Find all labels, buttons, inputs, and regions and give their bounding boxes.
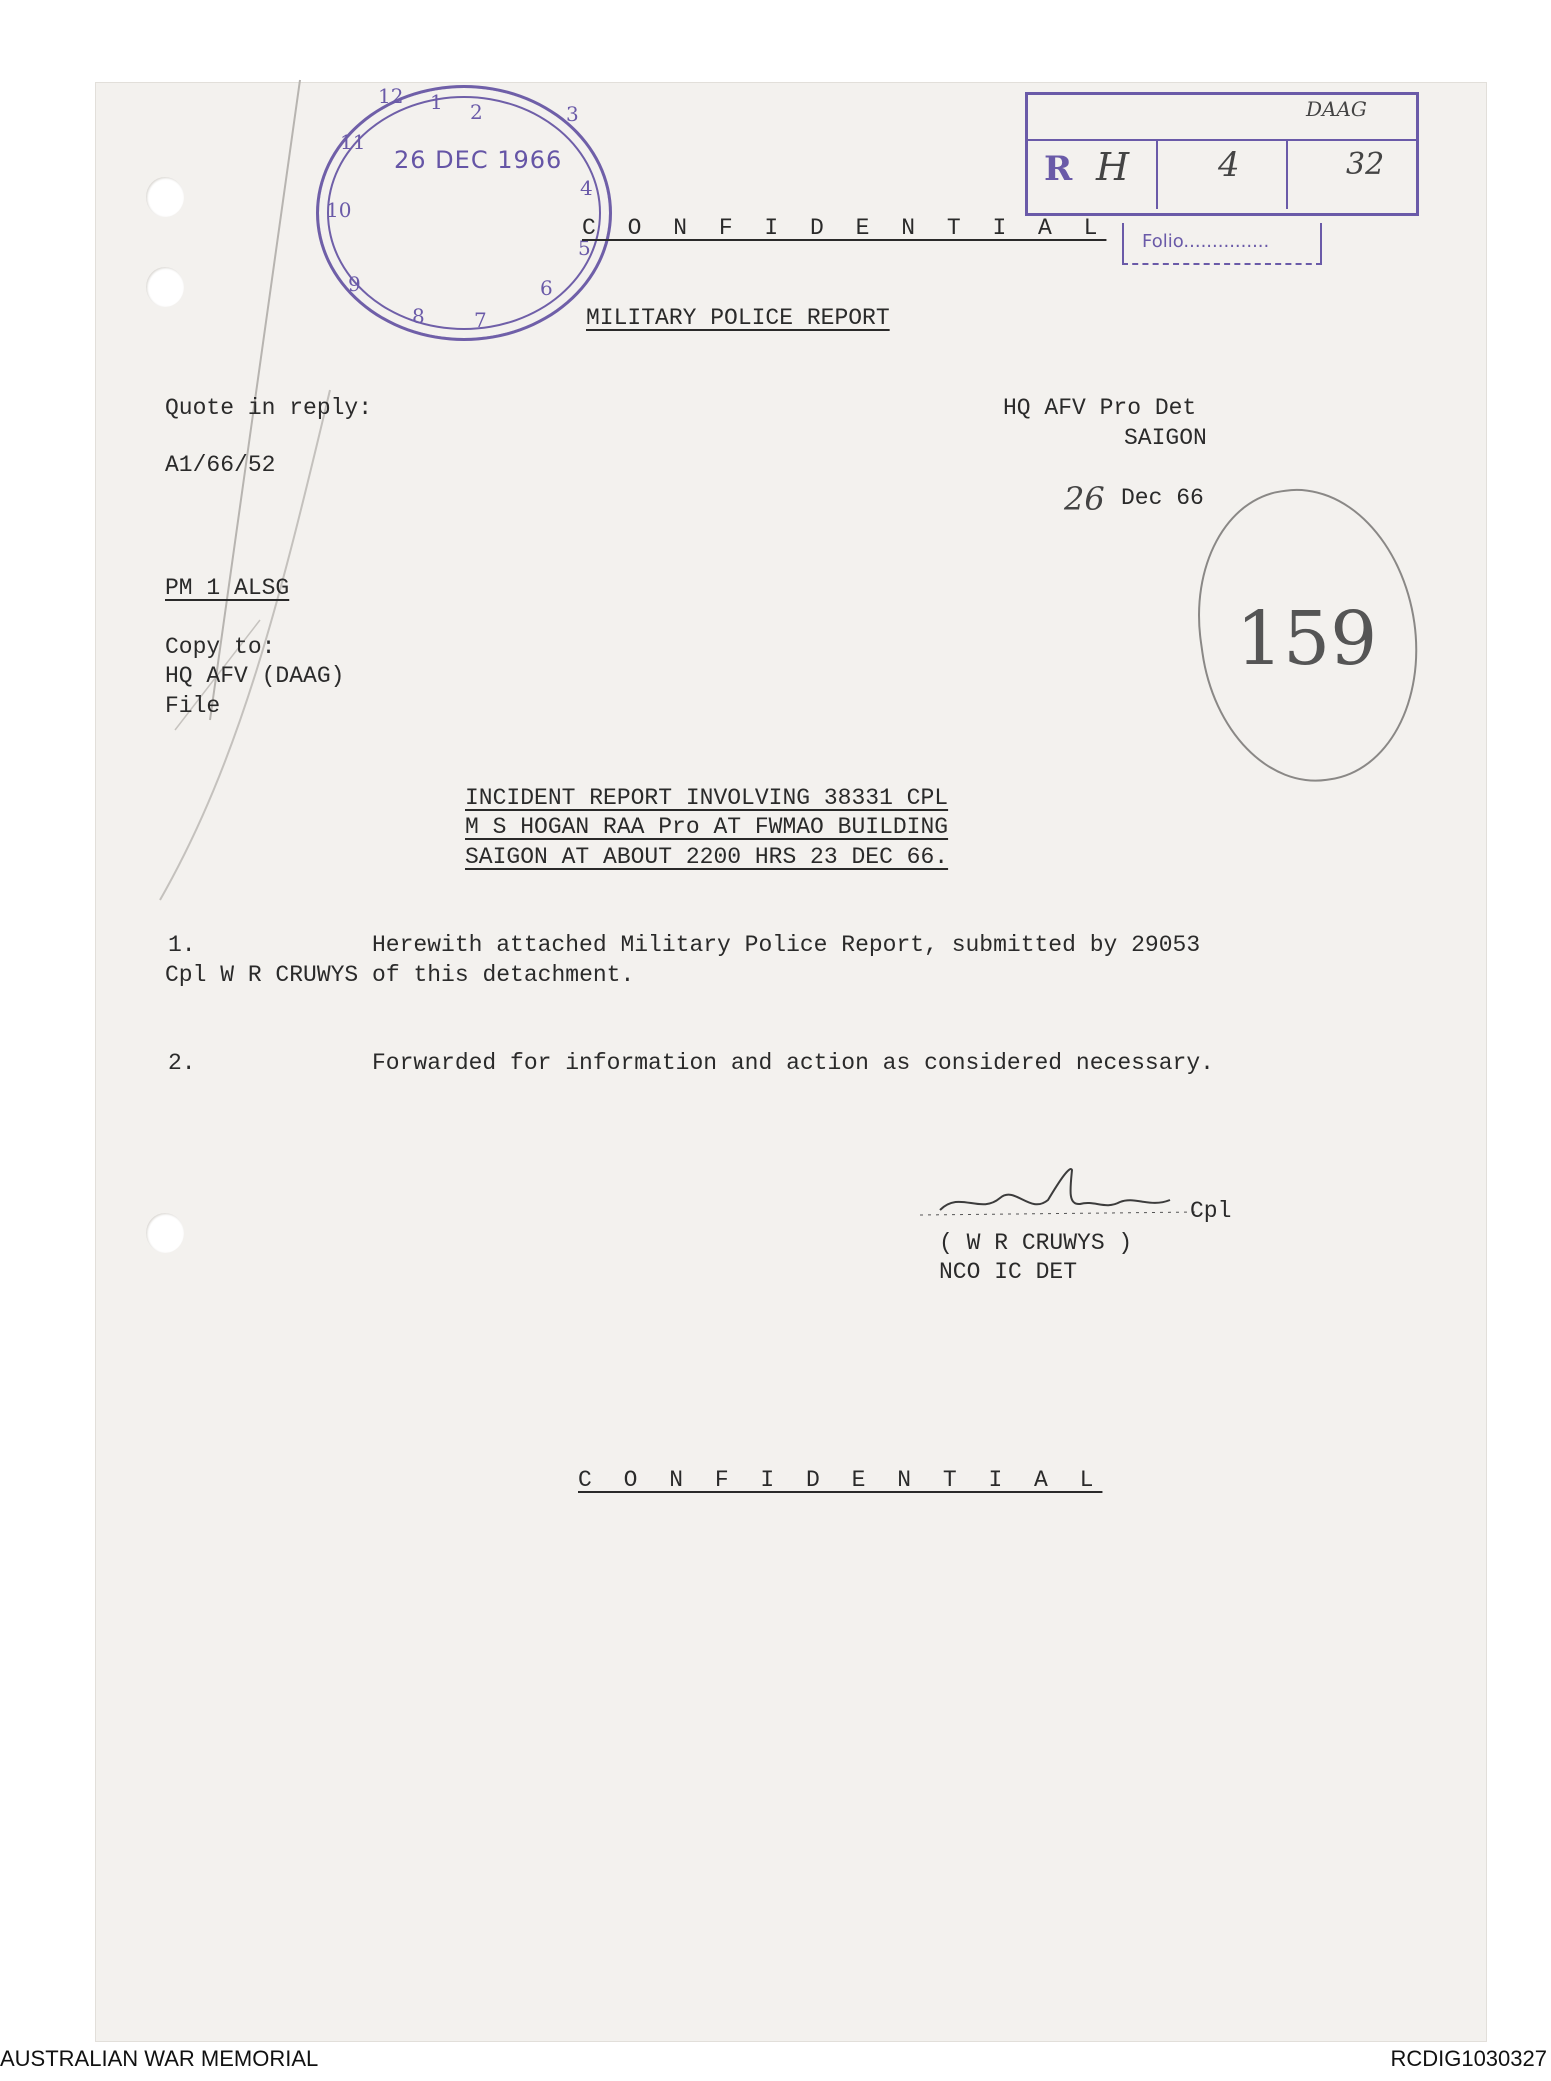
registry-item-number: 32 bbox=[1346, 147, 1385, 182]
classification-top: C O N F I D E N T I A L bbox=[582, 215, 1107, 241]
paragraph-number: 2. bbox=[168, 1050, 196, 1076]
stamp-dial-number: 3 bbox=[566, 102, 579, 126]
paragraph-number: 1. bbox=[168, 932, 196, 958]
stamp-dial-number: 2 bbox=[470, 100, 483, 124]
stamp-dial-number: 11 bbox=[340, 130, 366, 154]
handwritten-signature bbox=[920, 1160, 1220, 1230]
copy-recipient: HQ AFV (DAAG) bbox=[165, 663, 345, 689]
stamp-dial-number: 8 bbox=[412, 304, 425, 328]
signatory-name: ( W R CRUWYS ) bbox=[939, 1230, 1133, 1256]
stamp-date: 26 DEC 1966 bbox=[394, 146, 563, 174]
subject-line: SAIGON AT ABOUT 2200 HRS 23 DEC 66. bbox=[465, 844, 949, 870]
subject-line: M S HOGAN RAA Pro AT FWMAO BUILDING bbox=[465, 814, 949, 840]
folio-number: 159 bbox=[1236, 596, 1378, 682]
paragraph-2-text: Forwarded for information and action as considered necessary. bbox=[372, 1050, 1214, 1076]
quote-label: Quote in reply: bbox=[165, 395, 373, 421]
copy-recipient: File bbox=[165, 693, 221, 719]
stamp-dial-number: 9 bbox=[348, 272, 361, 296]
signatory-title: NCO IC DET bbox=[939, 1259, 1078, 1285]
registry-file-number: 4 bbox=[1218, 145, 1240, 185]
date-typed: Dec 66 bbox=[1121, 485, 1204, 511]
sender-unit: HQ AFV Pro Det bbox=[1003, 395, 1197, 421]
stamp-dial-number: 10 bbox=[326, 198, 352, 222]
registry-annotation: DAAG bbox=[1306, 97, 1367, 121]
report-title: MILITARY POLICE REPORT bbox=[586, 305, 890, 331]
addressee: PM 1 ALSG bbox=[165, 575, 290, 601]
subject-line: INCIDENT REPORT INVOLVING 38331 CPL bbox=[465, 785, 949, 811]
paragraph-1-text: Herewith attached Military Police Report, submitted by 29053 bbox=[372, 932, 1201, 958]
stamp-dial-number: 4 bbox=[580, 176, 593, 200]
footer-right: RCDIG1030327 bbox=[1390, 2046, 1547, 2071]
stamp-dial-number: 5 bbox=[578, 236, 591, 260]
signature-rank: Cpl bbox=[1190, 1198, 1232, 1224]
stamp-dial-number: 1 bbox=[430, 90, 443, 114]
classification-bottom: C O N F I D E N T I A L bbox=[578, 1467, 1103, 1493]
reference-number: A1/66/52 bbox=[165, 452, 276, 478]
stamp-dial-number: 6 bbox=[540, 276, 553, 300]
date-handwritten: 26 bbox=[1064, 480, 1105, 518]
registry-file-letter: H bbox=[1096, 145, 1130, 189]
registry-prefix: R bbox=[1044, 149, 1073, 189]
registry-stamp bbox=[1025, 92, 1419, 216]
paragraph-1-text: Cpl W R CRUWYS of this detachment. bbox=[165, 962, 635, 988]
sender-location: SAIGON bbox=[1124, 425, 1207, 451]
footer-left: AUSTRALIAN WAR MEMORIAL bbox=[0, 2046, 319, 2071]
copy-label: Copy to: bbox=[165, 634, 276, 660]
folio-field: Folio............... bbox=[1122, 223, 1322, 265]
stamp-dial-number: 7 bbox=[474, 308, 487, 332]
stamp-dial-number: 12 bbox=[378, 84, 404, 108]
